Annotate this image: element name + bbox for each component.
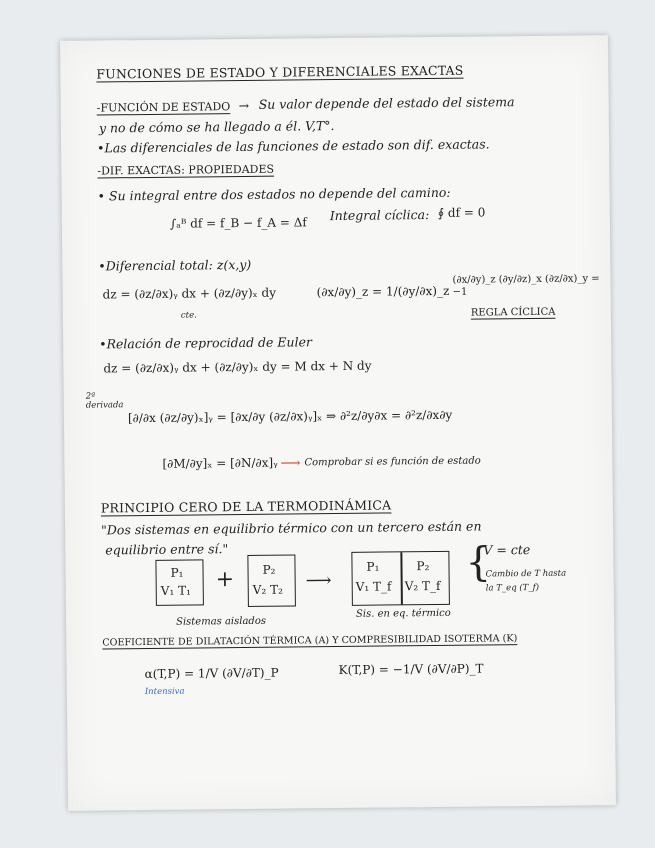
segunda-derivada-note: 2ª derivada bbox=[85, 391, 124, 411]
eq-termico-label: Sis. en eq. térmico bbox=[355, 607, 451, 620]
box2-pressure: P₂ bbox=[262, 562, 276, 577]
dif-exactas-label: -DIF. EXACTAS: PROPIEDADES bbox=[97, 162, 275, 178]
red-arrow-icon: ⟶ bbox=[280, 455, 301, 472]
system-box-equilibrium bbox=[351, 551, 450, 606]
principio-quote-line1: "Dos sistemas en equilibrio térmico con un tercero están en bbox=[101, 518, 482, 538]
bullet-integral: • Su integral entre dos estados no depende del camino: bbox=[97, 184, 451, 204]
box3-pressure: P₁ bbox=[366, 559, 380, 574]
bullet-diferencial-total: •Diferencial total: z(x,y) bbox=[98, 256, 252, 274]
principio-quote-line2: equilibrio entre sí." bbox=[105, 541, 229, 558]
comprobar-note: Comprobar si es función de estado bbox=[304, 455, 481, 469]
funcion-estado-text2: y no de cómo se ha llegado a él. V,T°. bbox=[98, 118, 335, 136]
system-box-2 bbox=[247, 554, 296, 606]
notebook-page bbox=[60, 35, 616, 811]
reciprocal-equation: (∂x/∂y)_z = 1/(∂y/∂x)_z bbox=[316, 283, 450, 300]
system-box-1 bbox=[155, 559, 203, 606]
total-differential-equation: dz = (∂z/∂x)ᵧ dx + (∂z/∂y)ₓ dy bbox=[102, 285, 277, 302]
condition-temp-line1: Cambio de T hasta bbox=[485, 568, 567, 580]
box4-volume-temp: V₂ T_f bbox=[404, 578, 441, 594]
sistemas-aislados-label: Sistemas aislados bbox=[176, 615, 267, 628]
coeficiente-title: COEFICIENTE DE DILATACIÓN TÉRMICA (Α) Y COMPRESIBILIDAD ISOTERMA (K) bbox=[102, 633, 518, 649]
mn-equation: [∂M/∂y]ₓ = [∂N/∂x]ᵧ bbox=[162, 455, 278, 471]
box3-volume-temp: V₁ T_f bbox=[355, 579, 392, 594]
condition-volume: V = cte bbox=[483, 541, 531, 558]
box1-pressure: P₁ bbox=[170, 565, 184, 580]
integral-ciclica-label: Integral cíclica: bbox=[329, 207, 430, 224]
bullet-euler: •Relación de reprocidad de Euler bbox=[99, 334, 313, 352]
euler-equation: dz = (∂z/∂x)ᵧ dx + (∂z/∂y)ₓ dy = M dx + N dy bbox=[103, 358, 372, 376]
box-divider bbox=[400, 552, 402, 604]
intensiva-note: Intensiva bbox=[144, 686, 185, 698]
condition-temp-line2: la T_eq (T_f) bbox=[485, 582, 540, 594]
cte-note: cte. bbox=[180, 310, 197, 321]
page-title: FUNCIONES DE ESTADO Y DIFERENCIALES EXACTAS bbox=[96, 62, 464, 82]
alpha-equation: α(T,P) = 1/V (∂V/∂T)_P bbox=[144, 665, 279, 682]
brace-icon: { bbox=[465, 539, 492, 586]
funcion-estado-text1: Su valor depende del estado del sistema bbox=[258, 94, 515, 112]
cyclic-rule-equation: (∂x/∂y)_z (∂y/∂z)_x (∂z/∂x)_y = −1 bbox=[452, 273, 600, 298]
transition-arrow-icon: ⟶ bbox=[305, 570, 332, 592]
integral-equation: ∫ₐᴮ df = f_B − f_A = Δf bbox=[169, 215, 307, 231]
funcion-estado-label: -FUNCIÓN DE ESTADO bbox=[96, 100, 231, 115]
funcion-estado-text3: •Las diferenciales de las funciones de estado son dif. exactas. bbox=[97, 136, 490, 156]
box4-pressure: P₂ bbox=[416, 559, 430, 574]
principio-cero-title: PRINCIPIO CERO DE LA TERMODINÁMICA bbox=[100, 497, 392, 516]
box2-volume-temp: V₂ T₂ bbox=[252, 582, 283, 597]
k-equation: K(T,P) = −1/V (∂V/∂P)_T bbox=[338, 661, 484, 678]
regla-ciclica-label: REGLA CÍCLICA bbox=[470, 306, 556, 319]
integral-ciclica-equation: ∮ df = 0 bbox=[437, 205, 486, 220]
plus-sign: + bbox=[215, 567, 235, 593]
box1-volume-temp: V₁ T₁ bbox=[160, 583, 191, 598]
arrow-icon: → bbox=[238, 97, 250, 114]
cross-derivative-equation: [∂/∂x (∂z/∂y)ₓ]ᵧ = [∂x/∂y (∂z/∂x)ᵧ]ₓ ⇒ ∂²z/∂y∂x = ∂²z/∂x∂y bbox=[127, 407, 453, 426]
